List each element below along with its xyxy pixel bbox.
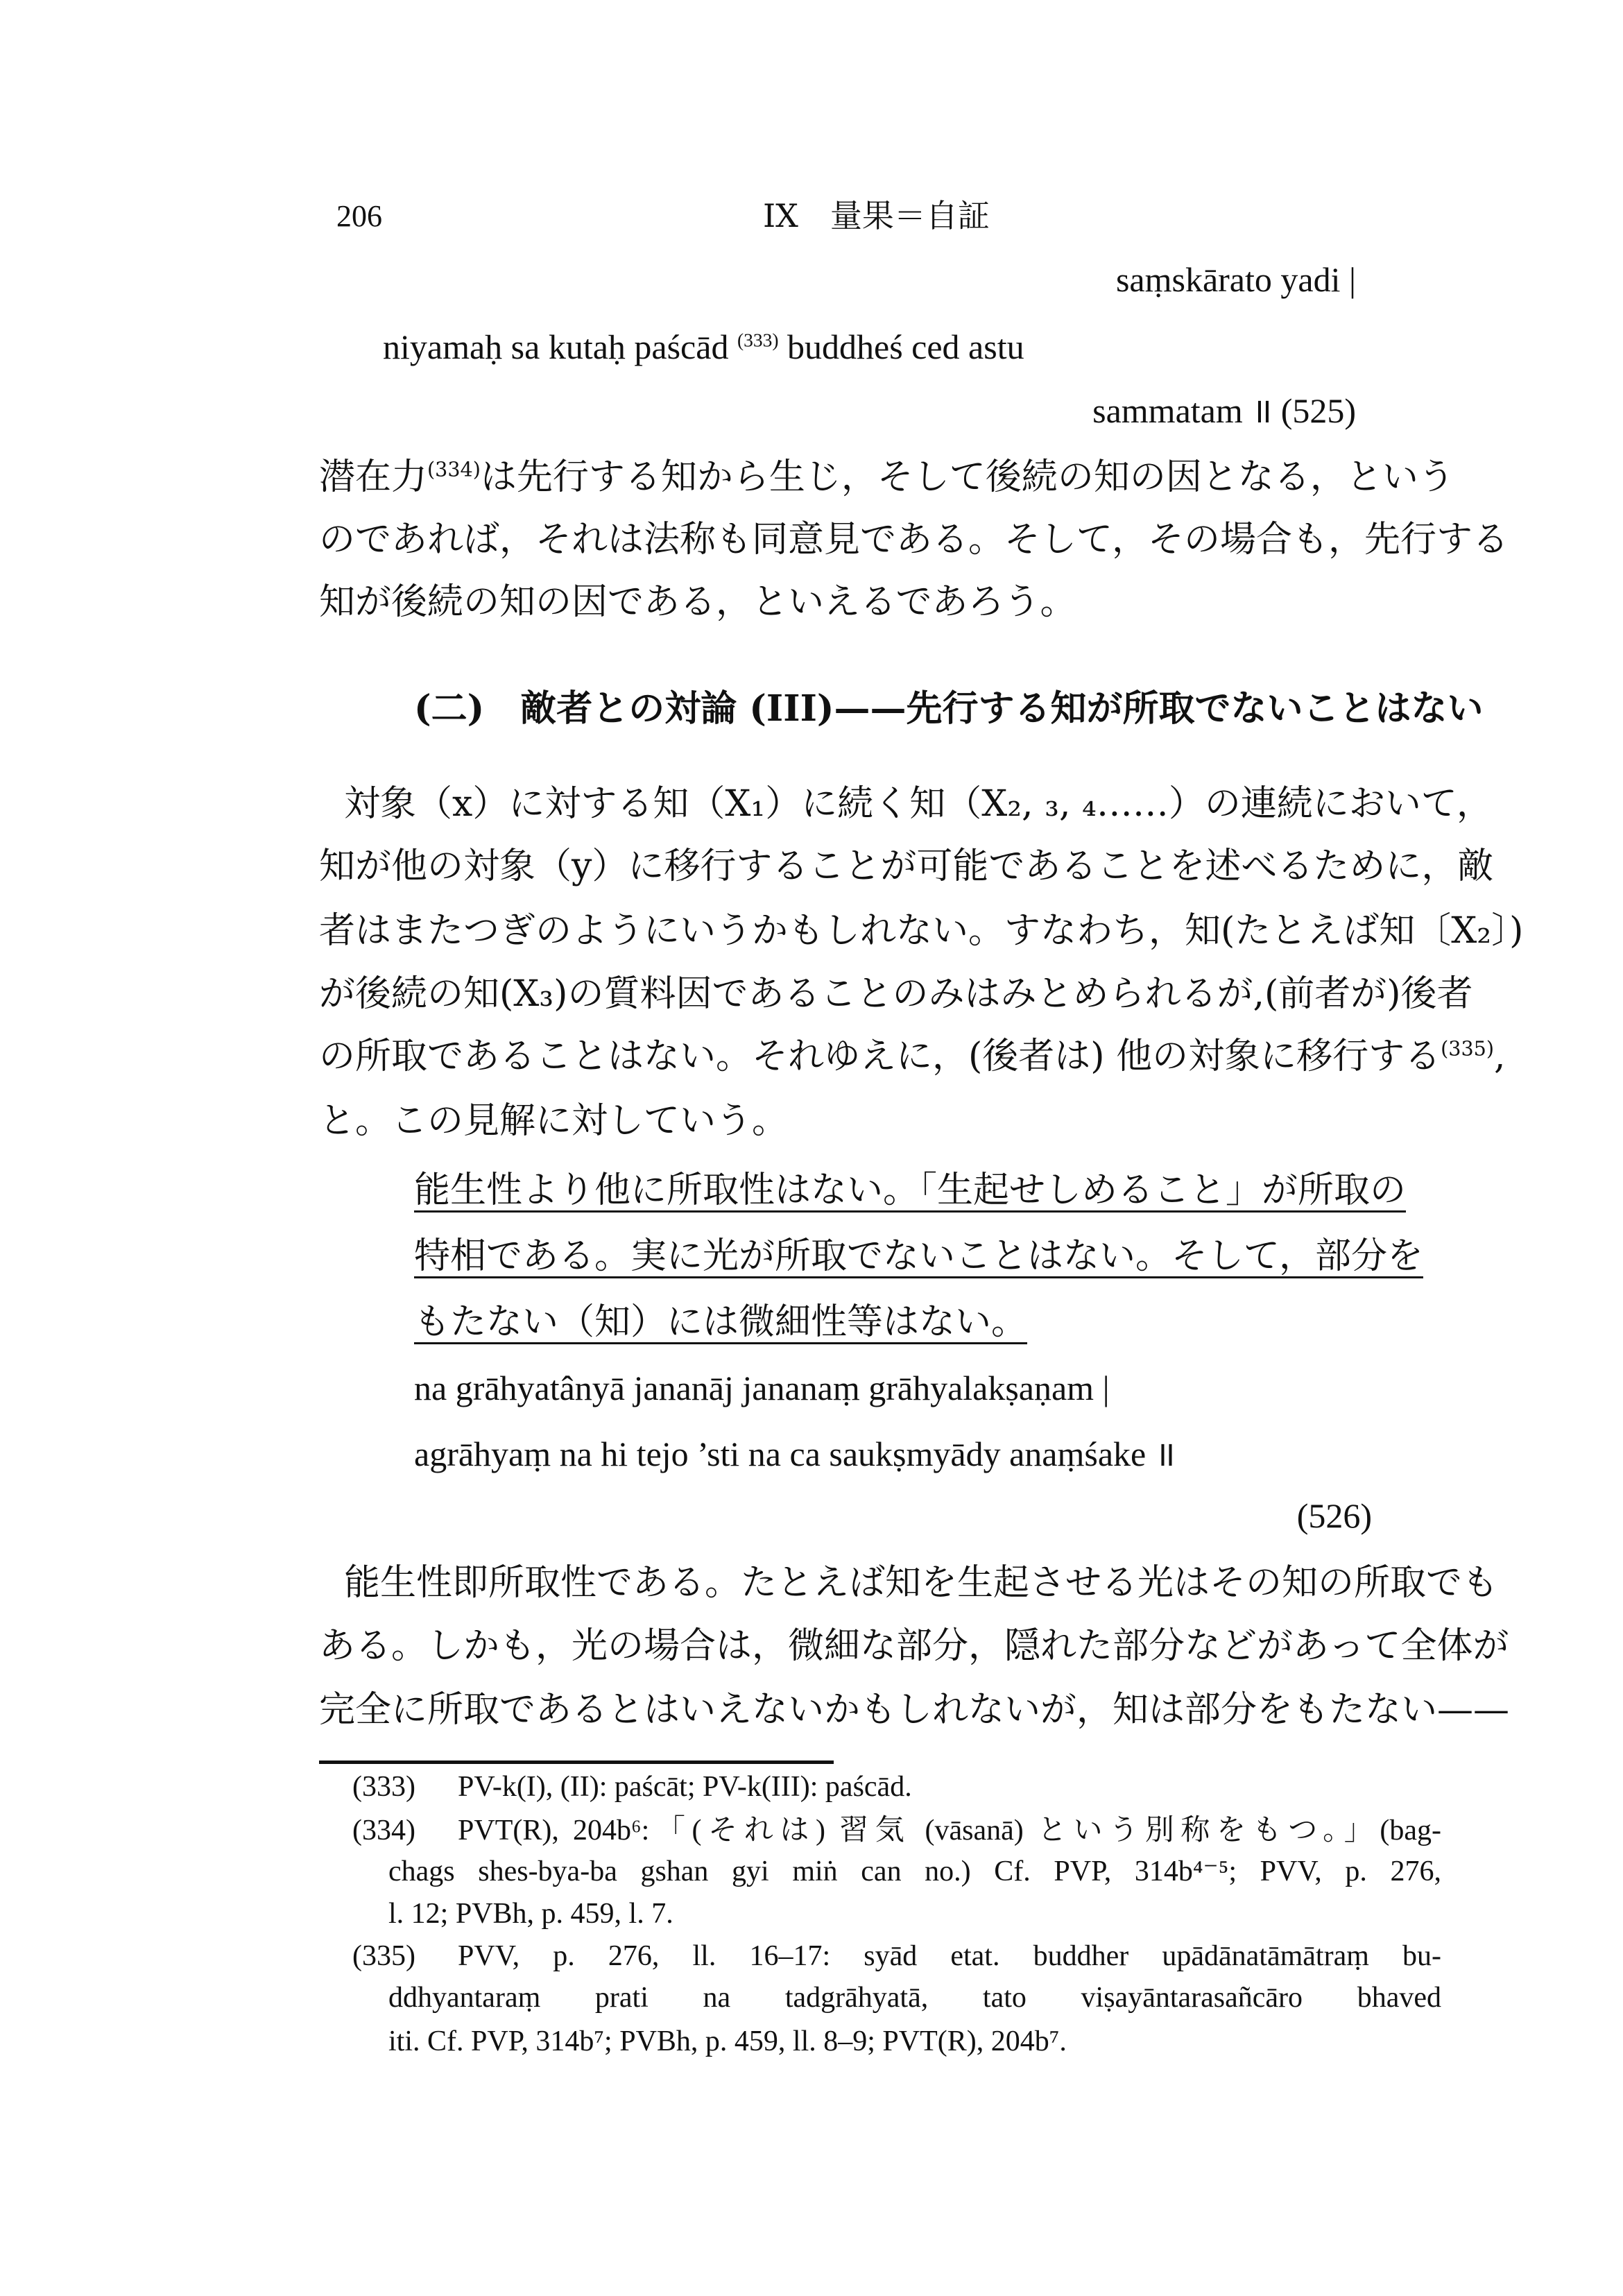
footnote-334-text: chags shes-bya-ba gshan gyi miṅ can no.) Cf. PVP, 314b⁴⁻⁵; PVV, p. 276,: [388, 1856, 1441, 1887]
verse-translation-line: 能生性より他に所取性はない。「生起せしめること」が所取の: [414, 1170, 1407, 1211]
footnote-335-text: PVV, p. 276, ll. 16–17: syād etat. buddher upādānatāmātraṃ bu-: [458, 1940, 1441, 1972]
footnote-334-text: PVT(R), 204b⁶:「(それは) 習気 (vāsanā) という別称をもつ。」(bag-: [458, 1815, 1441, 1847]
verse-translation-line: もたない（知）には微細性等はない。: [414, 1301, 1028, 1343]
note-ref-334[interactable]: (334): [427, 457, 481, 481]
verse-text: buddheś ced astu: [778, 327, 1024, 366]
verse-525-line-2: [383, 329, 1024, 364]
para1-line: 知が後続の知の因である，といえるであろう。: [319, 581, 1076, 623]
footnote-rule: [319, 1760, 834, 1764]
running-title: IX 量果＝自証: [763, 197, 990, 234]
footnote-333-number: (333): [352, 1771, 415, 1803]
text: の所取であることはない。それゆえに，(後者は) 他の対象に移行する: [319, 1036, 1441, 1077]
verse-525-line-3: sammatam ॥ (525): [1092, 391, 1356, 430]
para3-line: 完全に所取であるとはいえないかもしれないが，知は部分をもたない——: [319, 1689, 1510, 1731]
para3-line: 能生性即所取性である。たとえば知を生起させる光はその知の所取でも: [344, 1562, 1499, 1604]
para2-line: 対象（x）に対する知（X₁）に続く知（X₂, ₃, ₄……）の連続において，: [344, 783, 1493, 825]
para1-line: [319, 456, 1454, 498]
footnote-335-number: (335): [352, 1940, 415, 1972]
verse-text: niyamaḥ sa kutaḥ paścād: [383, 327, 737, 366]
verse-526-number: (526): [1296, 1496, 1372, 1535]
para3-line: ある。しかも，光の場合は，微細な部分，隠れた部分などがあって全体が: [319, 1625, 1509, 1667]
verse-526-line-1: na grāhyatânyā jananāj jananaṃ grāhyalakṣaṇam |: [414, 1369, 1110, 1407]
para2-line: [319, 1036, 1506, 1077]
verse-526-line-2: agrāhyaṃ na hi tejo ’sti na ca saukṣmyādy anaṃśake ॥: [414, 1434, 1176, 1473]
page-number: 206: [336, 199, 382, 233]
text: 潜在力: [319, 456, 428, 498]
footnote-335-text: iti. Cf. PVP, 314b⁷; PVBh, p. 459, ll. 8–9; PVT(R), 204b⁷.: [388, 2025, 1067, 2057]
note-ref-333[interactable]: (333): [737, 329, 779, 351]
verse-525-line-1: saṃskārato yadi |: [1115, 260, 1356, 299]
para2-line: が後続の知(X₃)の質料因であることのみはみとめられるが,(前者が)後者: [319, 973, 1473, 1015]
verse-translation-line: 特相である。実に光が所取でないことはない。そして，部分を: [414, 1235, 1423, 1277]
text: ,: [1494, 1036, 1506, 1077]
text: は先行する知から生じ，そして後続の知の因となる，という: [480, 456, 1454, 498]
para2-line: 知が他の対象（y）に移行することが可能であることを述べるために，敵: [319, 846, 1494, 887]
note-ref-335[interactable]: (335): [1441, 1036, 1494, 1061]
para2-line: と。この見解に対していう。: [319, 1100, 789, 1142]
footnote-334-text: l. 12; PVBh, p. 459, l. 7.: [388, 1898, 673, 1930]
footnote-335-text: ddhyantaraṃ prati na tadgrāhyatā, tato viṣayāntarasañcāro bhaved: [388, 1982, 1441, 2014]
para1-line: のであれば，それは法称も同意見である。そして，その場合も，先行する: [319, 519, 1509, 560]
footnote-334-number: (334): [352, 1815, 415, 1847]
footnote-333-text: PV-k(I), (II): paścāt; PV-k(III): paścād.: [458, 1771, 912, 1803]
para2-line: 者はまたつぎのようにいうかもしれない。すなわち，知(たとえば知〔X₂〕): [319, 910, 1524, 952]
section-heading: (二) 敵者との対論 (III)——先行する知が所取でないことはない: [414, 687, 1484, 730]
